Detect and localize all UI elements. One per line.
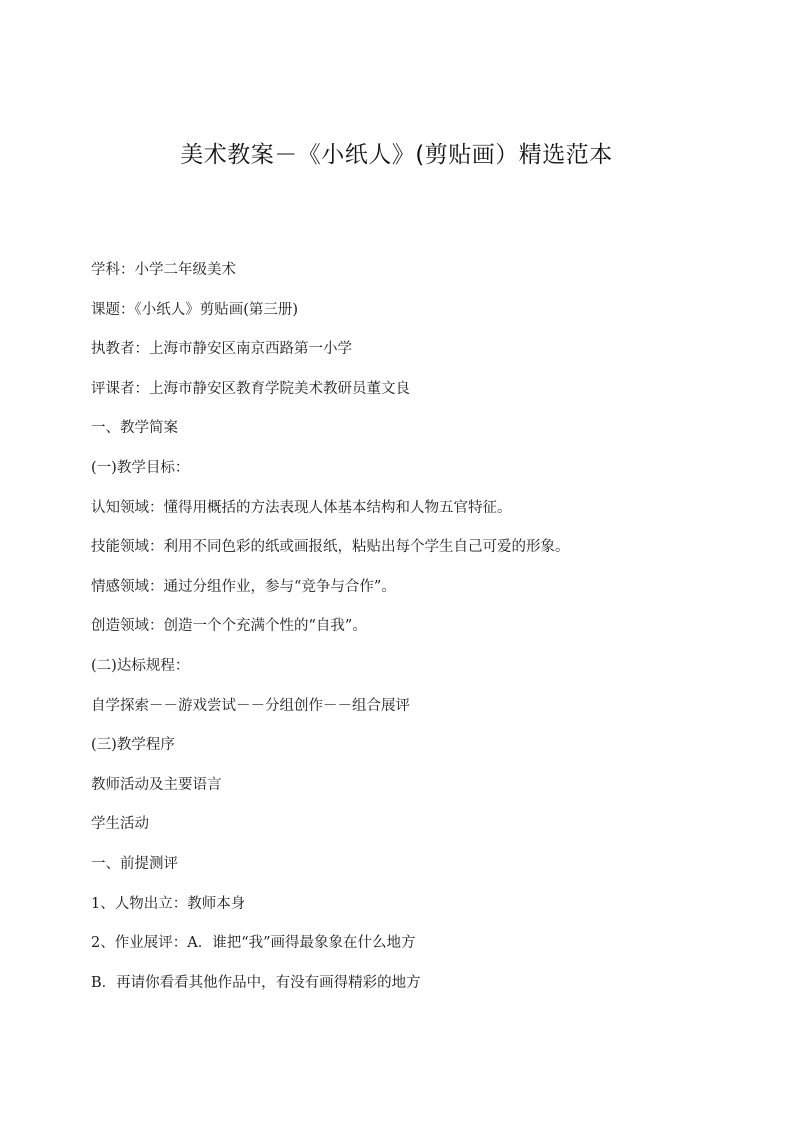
topic-line: 课题：《小纸人》剪贴画(第三册) — [91, 301, 299, 318]
process-flow: 自学探索－－游戏尝试－－分组创作－－组合展评 — [91, 697, 410, 714]
step-item: 1、人物出立：教师本身 — [91, 895, 246, 912]
student-activity-heading: 学生活动 — [91, 816, 149, 833]
section-heading: 一、前提测评 — [91, 855, 178, 872]
section-heading: 一、教学简案 — [91, 420, 178, 437]
objective-creative: 创造领域：创造一个个充满个性的“自我”。 — [91, 618, 367, 635]
document-body — [91, 258, 731, 1010]
teacher-activity-heading: 教师活动及主要语言 — [91, 776, 222, 793]
document-title: 美术教案－《小纸人》(剪贴画）精选范本 — [180, 142, 613, 168]
objective-cognitive: 认知领域：懂得用概括的方法表现人体基本结构和人物五官特征。 — [91, 499, 512, 516]
step-item: 2、作业展评：A．谁把“我”画得最象象在什么地方 — [91, 935, 416, 952]
subject-line: 学科：小学二年级美术 — [91, 262, 236, 278]
reviewer-line: 评课者：上海市静安区教育学院美术教研员董文良 — [91, 380, 410, 397]
step-subitem: B．再请你看看其他作品中，有没有画得精彩的地方 — [91, 974, 421, 991]
subsection-heading: (二)达标规程： — [91, 657, 190, 674]
objective-affective: 情感领域：通过分组作业，参与“竞争与合作”。 — [91, 578, 396, 595]
teacher-line: 执教者：上海市静安区南京西路第一小学 — [91, 341, 352, 358]
subsection-heading: (一)教学目标： — [91, 459, 190, 476]
objective-skill: 技能领域：利用不同色彩的纸或画报纸，粘贴出每个学生自己可爱的形象。 — [91, 539, 570, 556]
subsection-heading: (三)教学程序 — [91, 737, 175, 754]
